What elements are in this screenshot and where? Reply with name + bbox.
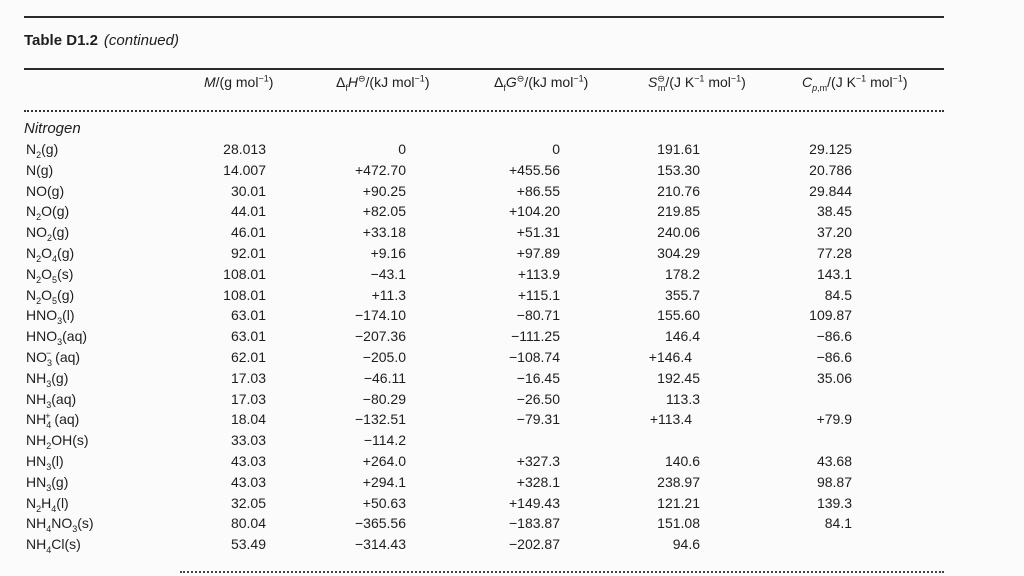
table-row <box>0 536 1024 556</box>
table-row <box>0 307 1024 327</box>
enthalpy-cell: +294.1 <box>362 473 406 490</box>
header-enthalpy: $\Delta_fH^⊖/(kJ$ mol$^{-1}$) <box>336 73 430 93</box>
heat-capacity-cell: 98.87 <box>816 473 852 490</box>
table-row <box>0 224 1024 244</box>
species-cell: $NH_4^+$ (aq) <box>26 410 80 431</box>
gibbs-cell: 0 <box>552 141 560 157</box>
table-row <box>0 245 1024 265</box>
molar-mass-cell: 14.007 <box>223 161 266 178</box>
enthalpy-cell: −207.36 <box>355 328 406 345</box>
entropy-cell: 238.97 <box>657 473 700 490</box>
gibbs-cell: +51.31 <box>516 224 560 241</box>
table-row <box>0 349 1024 369</box>
molar-mass-cell: 108.01 <box>223 286 266 303</box>
table-row <box>0 162 1024 182</box>
enthalpy-cell: +33.18 <box>362 224 406 241</box>
table-number: Table D1.2 <box>24 32 98 49</box>
header-molar-mass: M/(g mol$^{-1}$) <box>204 73 274 90</box>
table-row <box>0 370 1024 390</box>
species-cell: $HN_3(l)$ <box>26 453 64 472</box>
heat-capacity-cell: 77.28 <box>816 245 852 261</box>
heat-capacity-cell: 38.45 <box>816 203 852 220</box>
molar-mass-cell: 43.03 <box>230 473 266 490</box>
enthalpy-cell: +472.70 <box>355 161 406 178</box>
molar-mass-cell: 46.01 <box>230 224 266 241</box>
entropy-cell: 94.6 <box>672 536 700 553</box>
species-cell: $NO_2(g)$ <box>26 224 70 243</box>
entropy-cell: 178.2 <box>664 265 700 282</box>
table-row <box>0 453 1024 473</box>
entropy-cell: 210.76 <box>657 182 700 199</box>
gibbs-cell: −16.45 <box>516 369 560 386</box>
species-cell: $N_2O_4(g)$ <box>26 245 75 264</box>
gibbs-cell: +328.1 <box>516 473 560 490</box>
enthalpy-cell: −174.10 <box>355 307 406 324</box>
species-cell: $NH_3(aq)$ <box>26 390 77 410</box>
gibbs-cell: −80.71 <box>516 307 560 324</box>
table-row <box>0 495 1024 515</box>
entropy-cell: 140.6 <box>664 453 700 469</box>
species-cell: $N_2O_5(g)$ <box>26 286 75 306</box>
gibbs-cell: −108.74 <box>509 349 560 365</box>
entropy-cell: +146.4 <box>648 349 692 365</box>
molar-mass-cell: 63.01 <box>230 328 266 345</box>
enthalpy-cell: +264.0 <box>362 453 406 469</box>
table-row <box>0 183 1024 203</box>
entropy-cell: 155.60 <box>657 307 700 324</box>
species-cell: $NH_3(g)$ <box>26 369 69 389</box>
gibbs-cell: −111.25 <box>511 328 560 345</box>
header-dotted-rule <box>24 110 944 112</box>
molar-mass-cell: 108.01 <box>223 265 266 282</box>
top-rule <box>24 16 944 18</box>
gibbs-cell: +86.55 <box>516 182 560 199</box>
entropy-cell: 113.3 <box>666 390 700 407</box>
gibbs-cell: +115.1 <box>517 286 560 303</box>
header-gibbs: $\Delta_fG^⊖/(kJ$ mol$^{-1}$) <box>494 73 589 93</box>
molar-mass-cell: 17.03 <box>230 390 266 407</box>
species-cell: N(g) <box>26 161 54 178</box>
table-continued-note: (continued) <box>103 32 179 49</box>
enthalpy-cell: +50.63 <box>362 494 406 511</box>
enthalpy-cell: +9.16 <box>370 245 406 261</box>
heat-capacity-cell: −86.6 <box>816 328 852 345</box>
species-cell: $N_2O(g)$ <box>26 203 70 223</box>
entropy-cell: 355.7 <box>664 286 700 303</box>
enthalpy-cell: +82.05 <box>362 203 406 220</box>
entropy-cell: 191.61 <box>657 141 700 157</box>
header-entropy: $S^⊖_m/(J$ $K^{-1}$ mol$^{-1}$) <box>648 73 746 93</box>
section-heading: Nitrogen <box>24 120 81 137</box>
heat-capacity-cell: 143.1 <box>816 265 852 282</box>
gibbs-cell: +149.43 <box>509 494 560 511</box>
species-cell: $HNO_3(l)$ <box>26 307 75 327</box>
molar-mass-cell: 43.03 <box>230 453 266 469</box>
species-cell: $HN_3(g)$ <box>26 473 69 493</box>
species-cell: NO(g) <box>26 182 65 199</box>
table-row <box>0 411 1024 431</box>
entropy-cell: 151.08 <box>657 515 700 532</box>
heat-capacity-cell: +79.9 <box>816 411 852 428</box>
table-row <box>0 328 1024 348</box>
gibbs-cell: +104.20 <box>509 203 560 220</box>
enthalpy-cell: −46.11 <box>363 369 406 386</box>
gibbs-cell: +113.9 <box>517 265 560 282</box>
molar-mass-cell: 28.013 <box>223 141 266 157</box>
enthalpy-cell: −365.56 <box>355 515 406 532</box>
species-cell: $NH_2OH(s)$ <box>26 432 89 451</box>
heat-capacity-cell: 109.87 <box>809 307 852 324</box>
enthalpy-cell: +90.25 <box>362 182 406 199</box>
enthalpy-cell: −205.0 <box>362 349 406 365</box>
table-row <box>0 432 1024 452</box>
enthalpy-cell: −114.2 <box>363 432 406 449</box>
entropy-cell: 121.21 <box>657 494 700 511</box>
gibbs-cell: +455.56 <box>509 161 560 178</box>
molar-mass-cell: 63.01 <box>230 307 266 324</box>
molar-mass-cell: 32.05 <box>230 494 266 511</box>
table-row <box>0 474 1024 494</box>
heat-capacity-cell: 37.20 <box>816 224 852 241</box>
heat-capacity-cell: 29.844 <box>809 182 852 199</box>
entropy-cell: 192.45 <box>657 369 700 386</box>
heat-capacity-cell: −86.6 <box>816 349 852 365</box>
molar-mass-cell: 80.04 <box>230 515 266 532</box>
header-heat-capacity: $C_{p,m}/(J$ $K^{-1}$ mol$^{-1}$) <box>802 73 908 93</box>
heat-capacity-cell: 139.3 <box>816 494 852 511</box>
entropy-cell: 153.30 <box>657 161 700 178</box>
entropy-cell: 304.29 <box>657 245 700 261</box>
heat-capacity-cell: 84.1 <box>824 515 852 532</box>
species-cell: $HNO_3(aq)$ <box>26 328 88 347</box>
gibbs-cell: −202.87 <box>509 536 560 553</box>
molar-mass-cell: 53.49 <box>230 536 266 553</box>
heat-capacity-cell: 29.125 <box>809 141 852 157</box>
table-row <box>0 391 1024 411</box>
heat-capacity-cell: 43.68 <box>816 453 852 469</box>
bottom-dotted-rule <box>180 571 944 573</box>
table-row <box>0 203 1024 223</box>
entropy-cell: 146.4 <box>664 328 700 345</box>
table-row <box>0 515 1024 535</box>
species-cell: $NO_3^-$ (aq) <box>26 348 81 368</box>
heat-capacity-cell: 35.06 <box>816 369 852 386</box>
gibbs-cell: +97.89 <box>516 245 560 261</box>
molar-mass-cell: 17.03 <box>230 369 266 386</box>
species-cell: $N_2(g)$ <box>26 141 59 160</box>
gibbs-cell: +327.3 <box>516 453 560 469</box>
table-caption <box>24 32 179 49</box>
enthalpy-cell: 0 <box>398 141 406 157</box>
table-row <box>0 287 1024 307</box>
molar-mass-cell: 30.01 <box>230 182 266 199</box>
molar-mass-cell: 62.01 <box>230 349 266 365</box>
enthalpy-cell: −314.43 <box>355 536 406 553</box>
molar-mass-cell: 92.01 <box>230 245 266 261</box>
species-cell: $NH_4Cl(s)$ <box>26 536 81 555</box>
table-row <box>0 266 1024 286</box>
molar-mass-cell: 33.03 <box>230 432 266 449</box>
enthalpy-cell: −80.29 <box>362 390 406 407</box>
molar-mass-cell: 44.01 <box>230 203 266 220</box>
entropy-cell: +113.4 <box>649 411 692 428</box>
enthalpy-cell: −132.51 <box>355 411 406 428</box>
heat-capacity-cell: 84.5 <box>824 286 852 303</box>
heat-capacity-cell: 20.786 <box>809 161 852 178</box>
entropy-cell: 240.06 <box>657 224 700 241</box>
enthalpy-cell: +11.3 <box>371 286 406 303</box>
gibbs-cell: −79.31 <box>516 411 560 428</box>
species-cell: $NH_4NO_3(s)$ <box>26 515 94 535</box>
species-cell: $N_2H_4(l)$ <box>26 494 69 514</box>
molar-mass-cell: 18.04 <box>230 411 266 428</box>
enthalpy-cell: −43.1 <box>370 265 406 282</box>
header-rule <box>24 68 944 70</box>
gibbs-cell: −26.50 <box>516 390 560 407</box>
gibbs-cell: −183.87 <box>509 515 560 532</box>
species-cell: $N_2O_5(s)$ <box>26 265 74 285</box>
table-row <box>0 141 1024 161</box>
entropy-cell: 219.85 <box>657 203 700 220</box>
